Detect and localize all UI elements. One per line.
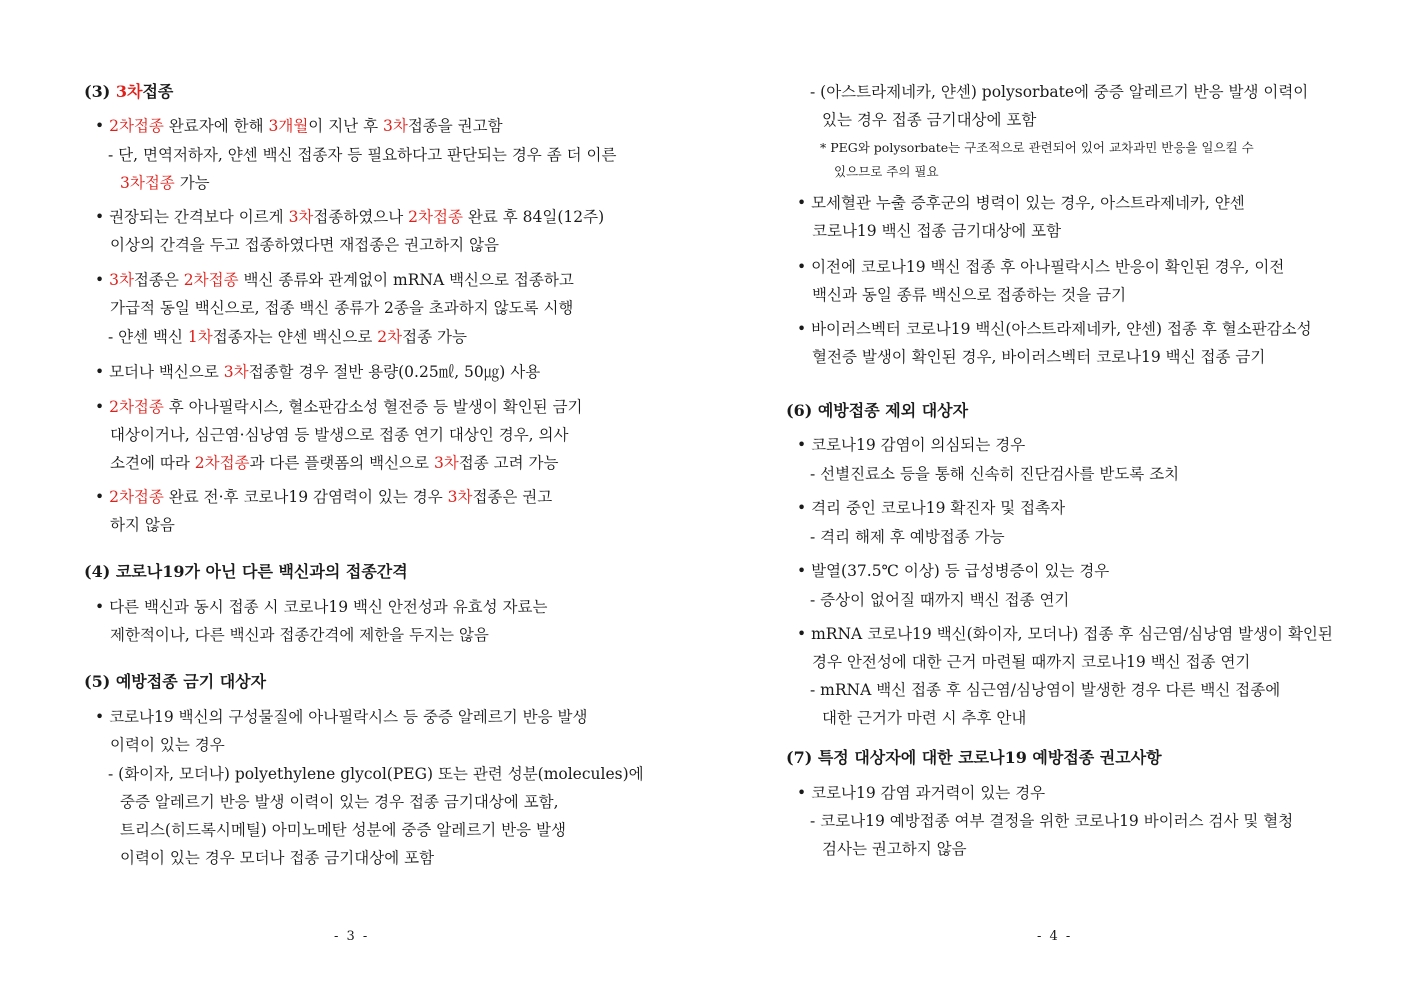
sub-item-continued (120, 173, 210, 193)
text-segment: • 바이러스벡터 코로나19 백신(아스트라제네카, 얀센) 접종 후 혈소판감소성 (797, 320, 1312, 338)
text-segment: 백신 종류와 관계없이 mRNA 백신으로 접종하고 (238, 271, 574, 289)
bullet-item-continued (110, 515, 175, 535)
text-segment: 접종하였으나 (313, 208, 409, 226)
highlighted-text: 2차접종 (183, 271, 239, 289)
footnote-continued (834, 162, 939, 182)
bullet-item-continued (812, 347, 1265, 367)
text-segment: • 권장되는 간격보다 이르게 (95, 208, 289, 226)
text-segment: • 모세혈관 누출 증후군의 병력이 있는 경우, 아스트라제네카, 얀센 (797, 194, 1245, 212)
text-segment: 트리스(히드록시메틸) 아미노메탄 성분에 중증 알레르기 반응 발생 (120, 821, 566, 839)
text-segment: - (화이자, 모더나) polyethylene glycol(PEG) 또는 관련 성분(molecules)에 (108, 765, 644, 783)
highlighted-text: 3차 (115, 82, 143, 101)
highlighted-text: 3개월 (268, 117, 309, 135)
text-segment: 접종은 (133, 271, 184, 289)
text-segment: 완료 후 84일(12주) (462, 208, 605, 226)
highlighted-text: 3차 (382, 117, 408, 135)
text-segment: • 다른 백신과 동시 접종 시 코로나19 백신 안전성과 유효성 자료는 (95, 598, 548, 616)
text-segment: - mRNA 백신 접종 후 심근염/심낭염이 발생한 경우 다른 백신 접종에 (810, 681, 1281, 699)
sub-item-continued (120, 820, 566, 840)
text-segment: 소견에 따라 (110, 454, 195, 472)
bullet-item-continued (110, 453, 558, 473)
page-number: - 4 - (1037, 929, 1073, 944)
sub-item-continued (120, 792, 559, 812)
bullet-item (95, 362, 540, 382)
bullet-item-continued (110, 425, 568, 445)
text-segment: • 발열(37.5℃ 이상) 등 급성병증이 있는 경우 (797, 562, 1110, 580)
sub-item (810, 527, 1005, 547)
text-segment: 경우 안전성에 대한 근거 마련될 때까지 코로나19 백신 접종 연기 (812, 653, 1251, 671)
bullet-item (797, 561, 1109, 581)
page-left (0, 0, 701, 992)
text-segment: • (95, 488, 110, 506)
bullet-item (797, 193, 1245, 213)
text-segment: • (95, 398, 110, 416)
page-right (702, 0, 1403, 992)
bullet-item-continued (110, 298, 573, 318)
bullet-item (797, 783, 1045, 803)
text-segment: 하지 않음 (110, 516, 175, 534)
text-segment: 접종을 권고함 (407, 117, 503, 135)
highlighted-text: 3차 (433, 454, 459, 472)
sub-item (810, 680, 1280, 700)
bullet-item (797, 257, 1284, 277)
sub-item (108, 327, 467, 347)
bullet-item-continued (812, 652, 1250, 672)
text-segment: 가능 (174, 174, 210, 192)
text-segment: (6) 예방접종 제외 대상자 (786, 401, 969, 420)
text-segment: • (95, 117, 110, 135)
sub-item-continued (120, 848, 434, 868)
text-segment: • 모더나 백신으로 (95, 363, 224, 381)
text-segment: 코로나19 백신 접종 금기대상에 포함 (812, 222, 1062, 240)
sub-item-continued (822, 708, 1026, 728)
bullet-item (95, 397, 583, 417)
text-segment: (3) (84, 82, 116, 101)
bullet-item-continued (812, 285, 1126, 305)
highlighted-text: 2차접종 (109, 488, 164, 506)
highlighted-text: 3차 (223, 363, 249, 381)
text-segment: (5) 예방접종 금기 대상자 (84, 672, 267, 691)
text-segment: 이력이 있는 경우 (110, 736, 225, 754)
sub-item (810, 811, 1293, 831)
highlighted-text: 3차 (447, 488, 473, 506)
text-segment: 후 아나필락시스, 혈소판감소성 혈전증 등 발생이 확인된 금기 (163, 398, 583, 416)
bullet-item (95, 597, 547, 617)
bullet-item-continued (110, 625, 489, 645)
text-segment: 제한적이나, 다른 백신과 접종간격에 제한을 두지는 않음 (110, 626, 489, 644)
bullet-item (95, 116, 503, 136)
text-segment: 검사는 권고하지 않음 (822, 840, 967, 858)
bullet-item (95, 270, 574, 290)
text-segment: * PEG와 polysorbate는 구조적으로 관련되어 있어 교차과민 반응을 일으킬 수 (820, 140, 1254, 155)
highlighted-text: 3차접종 (120, 174, 175, 192)
bullet-item-continued (110, 735, 225, 755)
text-segment: 과 다른 플랫폼의 백신으로 (249, 454, 434, 472)
text-segment: - 선별진료소 등을 통해 신속히 진단검사를 받도록 조치 (810, 465, 1180, 483)
highlighted-text: 2차접종 (109, 398, 164, 416)
sub-item (810, 590, 1069, 610)
text-segment: • 이전에 코로나19 백신 접종 후 아나필락시스 반응이 확인된 경우, 이전 (797, 258, 1285, 276)
text-segment: 이 지난 후 (308, 117, 383, 135)
text-segment: • 격리 중인 코로나19 확진자 및 접촉자 (797, 499, 1066, 517)
text-segment: 대상이거나, 심근염·심낭염 등 발생으로 접종 연기 대상인 경우, 의사 (110, 426, 569, 444)
sub-item (810, 464, 1179, 484)
text-segment: - (아스트라제네카, 얀센) polysorbate에 중증 알레르기 반응 발생 이력이 (810, 83, 1309, 101)
text-segment: - 코로나19 예방접종 여부 결정을 위한 코로나19 바이러스 검사 및 혈청 (810, 812, 1294, 830)
bullet-item-continued (812, 221, 1061, 241)
sub-item (108, 145, 616, 165)
text-segment: • (95, 271, 110, 289)
bullet-item (797, 319, 1312, 339)
bullet-item (797, 624, 1333, 644)
bullet-item (95, 207, 604, 227)
text-segment: (4) 코로나19가 아닌 다른 백신과의 접종간격 (84, 562, 408, 581)
highlighted-text: 2차접종 (408, 208, 463, 226)
section-5-heading (84, 672, 266, 692)
sub-item-continued (822, 839, 967, 859)
sub-item (108, 764, 644, 784)
highlighted-text: 2차 (377, 328, 403, 346)
page-number: - 3 - (334, 929, 370, 944)
highlighted-text: 3차 (288, 208, 314, 226)
text-segment: 접종 (142, 82, 174, 101)
text-segment: 있으므로 주의 필요 (834, 164, 939, 179)
section-7-heading (786, 748, 1162, 768)
text-segment: 혈전증 발생이 확인된 경우, 바이러스벡터 코로나19 백신 접종 금기 (812, 348, 1266, 366)
text-segment: - 격리 해제 후 예방접종 가능 (810, 528, 1005, 546)
text-segment: 대한 근거가 마련 시 추후 안내 (822, 709, 1027, 727)
bullet-item (95, 487, 552, 507)
text-segment: 있는 경우 접종 금기대상에 포함 (822, 111, 1037, 129)
highlighted-text: 2차접종 (109, 117, 164, 135)
text-segment: • 코로나19 백신의 구성물질에 아나필락시스 등 중증 알레르기 반응 발생 (95, 708, 588, 726)
text-segment: • mRNA 코로나19 백신(화이자, 모더나) 접종 후 심근염/심낭염 발생이 확인된 (797, 625, 1333, 643)
bullet-item-continued (110, 235, 499, 255)
text-segment: 이상의 간격을 두고 접종하였다면 재접종은 권고하지 않음 (110, 236, 499, 254)
text-segment: 접종할 경우 절반 용량(0.25㎖, 50㎍) 사용 (248, 363, 541, 381)
text-segment: • 코로나19 감염 과거력이 있는 경우 (797, 784, 1046, 802)
text-segment: 완료자에 한해 (163, 117, 269, 135)
bullet-item (95, 707, 587, 727)
text-segment: 이력이 있는 경우 모더나 접종 금기대상에 포함 (120, 849, 435, 867)
text-segment: 완료 전·후 코로나19 감염력이 있는 경우 (163, 488, 448, 506)
text-segment: • 코로나19 감염이 의심되는 경우 (797, 436, 1026, 454)
text-segment: 백신과 동일 종류 백신으로 접종하는 것을 금기 (812, 286, 1127, 304)
sub-item (810, 82, 1308, 102)
text-segment: 접종은 권고 (472, 488, 553, 506)
text-segment: 접종자는 얀센 백신으로 (212, 328, 378, 346)
bullet-item (797, 498, 1065, 518)
bullet-item (797, 435, 1025, 455)
highlighted-text: 2차접종 (194, 454, 250, 472)
highlighted-text: 1차 (187, 328, 213, 346)
section-3-heading (84, 82, 173, 102)
text-segment: 가급적 동일 백신으로, 접종 백신 종류가 2종을 초과하지 않도록 시행 (110, 299, 574, 317)
text-segment: - 증상이 없어질 때까지 백신 접종 연기 (810, 591, 1070, 609)
text-segment: - 단, 면역저하자, 얀센 백신 접종자 등 필요하다고 판단되는 경우 좀 더 이른 (108, 146, 617, 164)
text-segment: 접종 가능 (402, 328, 467, 346)
section-4-heading (84, 562, 408, 582)
footnote (820, 138, 1254, 158)
section-6-heading (786, 401, 968, 421)
text-segment: 중증 알레르기 반응 발생 이력이 있는 경우 접종 금기대상에 포함, (120, 793, 559, 811)
text-segment: (7) 특정 대상자에 대한 코로나19 예방접종 권고사항 (786, 748, 1162, 767)
highlighted-text: 3차 (109, 271, 134, 289)
text-segment: 접종 고려 가능 (458, 454, 559, 472)
sub-item-continued (822, 110, 1036, 130)
text-segment: - 얀센 백신 (108, 328, 188, 346)
